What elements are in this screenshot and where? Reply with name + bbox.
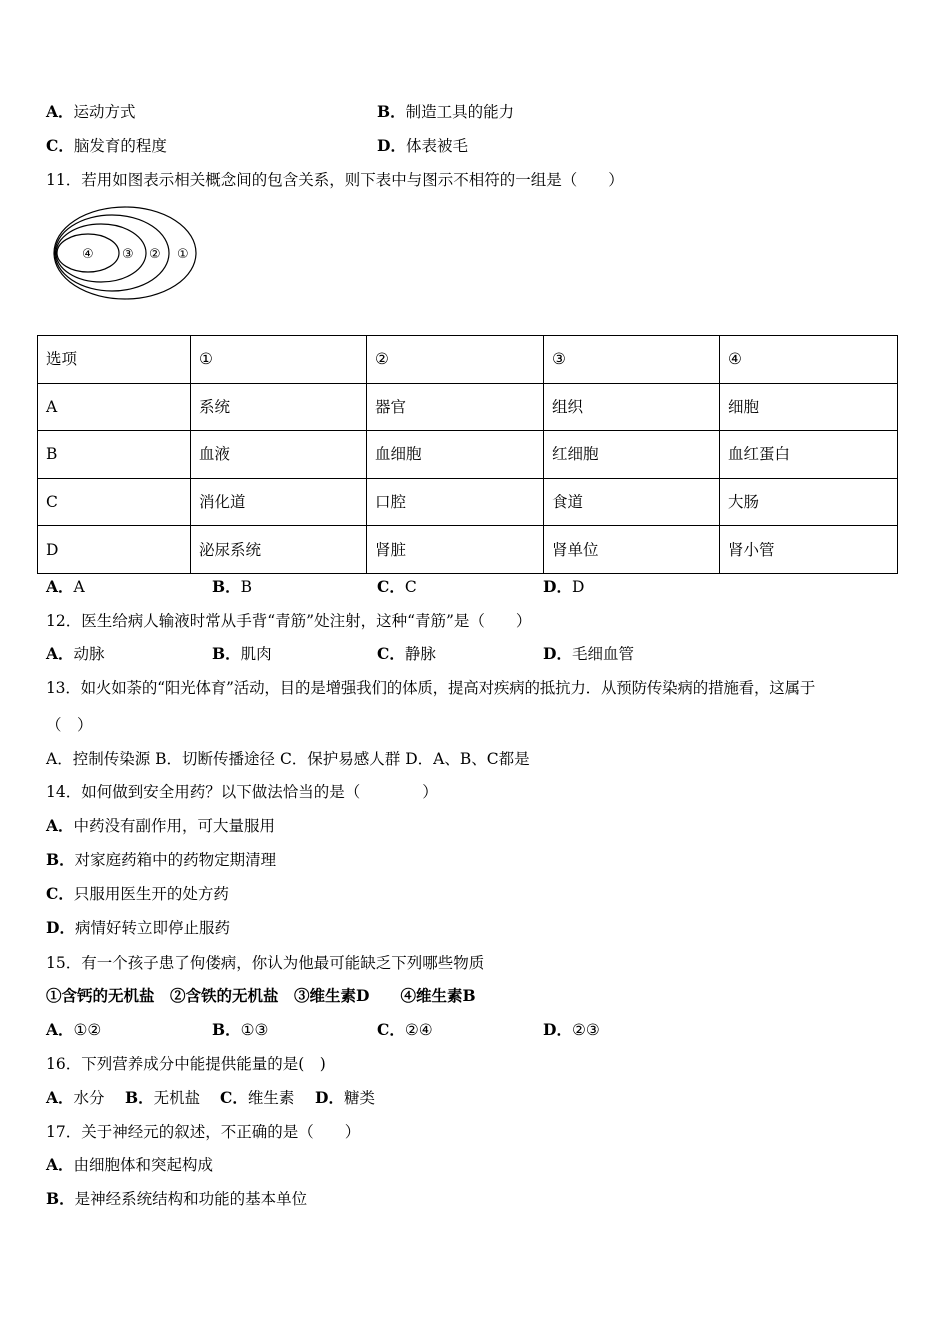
option-letter: D． <box>543 577 572 596</box>
q12-option-d <box>543 644 634 664</box>
option-letter: C． <box>377 577 405 596</box>
table-cell: 选项 <box>38 336 191 384</box>
option-letter: D． <box>543 1020 572 1039</box>
table-cell: 口腔 <box>367 478 544 526</box>
q16-option-c <box>220 1088 294 1108</box>
option-text: 对家庭药箱中的药物定期清理 <box>74 851 277 869</box>
option-letter: B． <box>125 1088 154 1107</box>
table-cell: 消化道 <box>191 478 367 526</box>
q15-stem: 15．有一个孩子患了佝偻病，你认为他最可能缺乏下列哪些物质 <box>46 954 485 972</box>
q14-option-d <box>46 918 230 938</box>
option-text: B <box>240 578 252 596</box>
q11-option-a <box>46 577 85 597</box>
option-text: ②④ <box>404 1021 433 1039</box>
table-cell: A <box>38 383 191 431</box>
option-text: 脑发育的程度 <box>73 137 167 155</box>
option-letter: A． <box>46 577 74 596</box>
option-letter: D． <box>315 1088 344 1107</box>
option-letter: A． <box>46 1088 74 1107</box>
q13-stem-line1: 13．如火如荼的“阳光体育”活动，目的是增强我们的体质，提高对疾病的抵抗力．从预防传染病的措施看，这属于 <box>46 679 816 697</box>
table-cell: 血液 <box>191 431 367 479</box>
table-cell: ④ <box>720 336 898 384</box>
table-cell: 泌尿系统 <box>191 526 367 574</box>
option-text: 肌肉 <box>240 645 272 663</box>
q11-option-c <box>377 577 417 597</box>
option-letter: A． <box>46 102 74 121</box>
table-cell: B <box>38 431 191 479</box>
option-text: 病情好转立即停止服药 <box>74 919 230 937</box>
q11-option-b <box>212 577 252 597</box>
table-cell: 食道 <box>544 478 720 526</box>
q12-option-b <box>212 644 272 664</box>
option-text: A <box>73 578 85 596</box>
option-letter: D． <box>543 644 572 663</box>
table-cell: 细胞 <box>720 383 898 431</box>
table-header-row <box>38 336 898 384</box>
table-cell: 器官 <box>367 383 544 431</box>
option-text: ①② <box>73 1021 102 1039</box>
table-cell: 大肠 <box>720 478 898 526</box>
option-text: C <box>404 578 417 596</box>
option-text: 无机盐 <box>153 1089 201 1107</box>
table-row <box>38 383 898 431</box>
option-letter: C． <box>46 884 74 903</box>
venn-label-1: ① <box>177 247 189 262</box>
q14-stem: 14．如何做到安全用药？以下做法恰当的是（ ） <box>46 783 438 801</box>
table-row <box>38 478 898 526</box>
q13-stem-line2: （ ） <box>46 716 93 734</box>
table-cell: ② <box>367 336 544 384</box>
option-text: 静脉 <box>404 645 436 663</box>
q14-option-b <box>46 850 276 870</box>
q15-option-a <box>46 1020 101 1040</box>
q16-option-d <box>315 1088 375 1108</box>
q10-option-d <box>377 136 468 156</box>
option-text: 制造工具的能力 <box>405 103 515 121</box>
table-row <box>38 431 898 479</box>
option-letter: A． <box>46 1155 74 1174</box>
table-cell: 红细胞 <box>544 431 720 479</box>
q14-option-a <box>46 816 275 836</box>
option-text: ①③ <box>240 1021 269 1039</box>
option-text: 由细胞体和突起构成 <box>73 1156 214 1174</box>
q11-option-d <box>543 577 584 597</box>
option-letter: C． <box>377 1020 405 1039</box>
option-text: 维生素 <box>247 1089 295 1107</box>
option-letter: B． <box>212 577 241 596</box>
q15-option-d <box>543 1020 600 1040</box>
table-cell: ① <box>191 336 367 384</box>
q16-option-a <box>46 1088 105 1108</box>
option-text: 体表被毛 <box>405 137 468 155</box>
q11-table <box>37 335 898 574</box>
option-text: 水分 <box>73 1089 105 1107</box>
option-letter: B． <box>212 644 241 663</box>
q14-option-c <box>46 884 229 904</box>
option-letter: B． <box>46 850 75 869</box>
table-cell: D <box>38 526 191 574</box>
option-text: 中药没有副作用，可大量服用 <box>73 817 276 835</box>
table-cell: C <box>38 478 191 526</box>
q15-option-c <box>377 1020 433 1040</box>
option-text: 是神经系统结构和功能的基本单位 <box>74 1190 308 1208</box>
option-letter: B． <box>46 1189 75 1208</box>
q17-option-a <box>46 1155 213 1175</box>
option-text: ②③ <box>571 1021 600 1039</box>
table-cell: ③ <box>544 336 720 384</box>
option-letter: D． <box>46 918 75 937</box>
table-row <box>38 526 898 574</box>
option-text: 糖类 <box>343 1089 375 1107</box>
q13-options: A．控制传染源 B．切断传播途径 C．保护易感人群 D．A、B、C都是 <box>46 750 530 768</box>
option-letter: A． <box>46 644 74 663</box>
q12-stem: 12．医生给病人输液时常从手背“青筋”处注射，这种“青筋”是（ ） <box>46 612 532 630</box>
q12-option-a <box>46 644 105 664</box>
option-text: D <box>571 578 585 596</box>
table-cell: 血细胞 <box>367 431 544 479</box>
table-cell: 血红蛋白 <box>720 431 898 479</box>
q17-option-b <box>46 1189 307 1209</box>
venn-label-2: ② <box>149 247 161 262</box>
option-text: 运动方式 <box>73 103 136 121</box>
table-cell: 肾单位 <box>544 526 720 574</box>
q10-option-b <box>377 102 514 122</box>
option-letter: C． <box>46 136 74 155</box>
option-text: 动脉 <box>73 645 105 663</box>
q15-option-b <box>212 1020 268 1040</box>
option-text: 毛细血管 <box>571 645 634 663</box>
option-letter: C． <box>377 644 405 663</box>
q16-stem: 16．下列营养成分中能提供能量的是( ) <box>46 1055 326 1073</box>
q12-option-c <box>377 644 436 664</box>
table-cell: 组织 <box>544 383 720 431</box>
table-cell: 肾脏 <box>367 526 544 574</box>
table-cell: 肾小管 <box>720 526 898 574</box>
option-letter: C． <box>220 1088 248 1107</box>
option-letter: A． <box>46 816 74 835</box>
option-letter: B． <box>212 1020 241 1039</box>
q10-option-a <box>46 102 136 122</box>
q17-stem: 17．关于神经元的叙述，不正确的是（ ） <box>46 1123 361 1141</box>
q16-option-b <box>125 1088 200 1108</box>
option-text: 只服用医生开的处方药 <box>73 885 229 903</box>
option-letter: B． <box>377 102 406 121</box>
q10-option-c <box>46 136 167 156</box>
table-cell: 系统 <box>191 383 367 431</box>
venn-label-3: ③ <box>122 247 134 262</box>
nested-ellipses-diagram <box>52 202 202 304</box>
q15-items: ①含钙的无机盐 ②含铁的无机盐 ③维生素D ④维生素B <box>46 986 476 1005</box>
q11-stem: 11．若用如图表示相关概念间的包含关系，则下表中与图示不相符的一组是（ ） <box>46 171 624 189</box>
venn-label-4: ④ <box>82 247 94 262</box>
option-letter: D． <box>377 136 406 155</box>
option-letter: A． <box>46 1020 74 1039</box>
